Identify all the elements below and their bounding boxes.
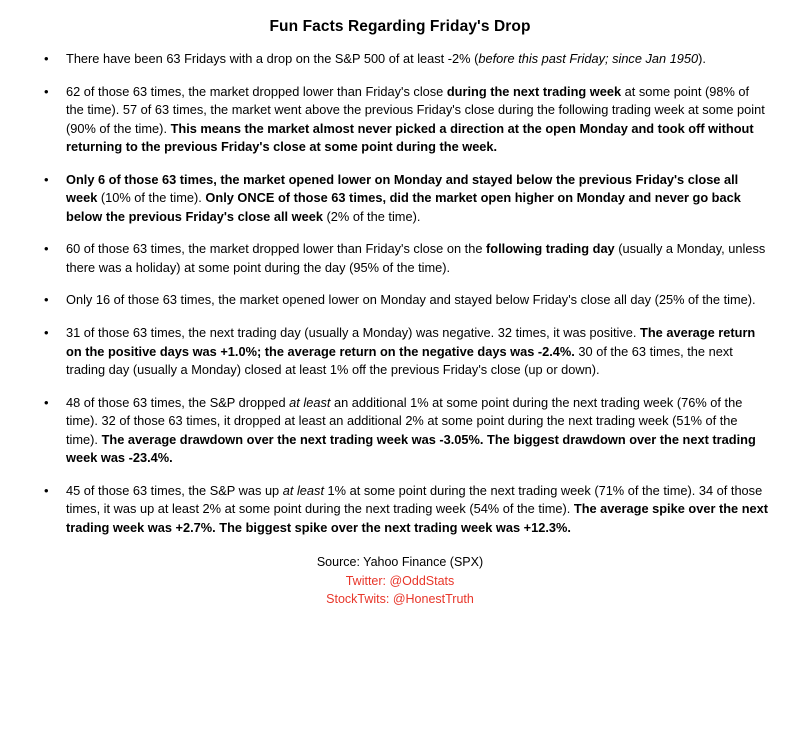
fact-segment: at least — [282, 482, 324, 498]
list-item — [30, 324, 770, 380]
footer-stocktwits: StockTwits: @HonestTruth — [326, 591, 474, 606]
list-item — [30, 171, 770, 227]
footer — [30, 553, 770, 607]
fact-text — [66, 291, 770, 310]
list-item — [30, 482, 770, 538]
fact-segment: (usually a Monday, unless there was a holiday) at some point during the day (95% of the time). — [66, 241, 766, 275]
list-item — [30, 394, 770, 468]
bullet-icon: • — [44, 394, 49, 410]
fact-segment: 48 of those 63 times, the S&P dropped — [66, 394, 290, 410]
fact-segment: 31 of those 63 times, the next trading day (usually a Monday) was negative. 32 times, it was positive. — [66, 325, 641, 341]
fact-segment: Only ONCE of those 63 times, did the market open higher on Monday and never go back below the previous Friday's close all week — [66, 190, 741, 224]
bullet-icon: • — [44, 51, 49, 66]
fact-segment: (2% of the time). — [322, 208, 421, 224]
list-item — [30, 291, 770, 310]
fact-text — [66, 394, 770, 468]
facts-list — [30, 50, 770, 537]
fact-segment: following trading day — [486, 241, 615, 257]
fact-text — [66, 240, 770, 277]
fact-segment: 30 of the 63 times, the next trading day (usually a Monday) closed at least 1% off the previous Friday's close (up or down). — [66, 343, 733, 378]
fact-segment: 45 of those 63 times, the S&P was up — [66, 482, 283, 498]
fact-text — [66, 324, 770, 380]
fact-segment: (10% of the time). — [97, 190, 206, 206]
fact-segment: 60 of those 63 times, the market dropped lower than Friday's close on the — [66, 241, 486, 257]
fact-segment: an additional 1% at some point during the next trading week (76% of the time). 32 of those 63 times, it dropped at least an additional 2% at some point during the next trading week (51% of the time). — [66, 394, 743, 447]
bullet-icon: • — [44, 83, 49, 99]
bullet-icon: • — [44, 241, 49, 257]
fact-text — [66, 50, 770, 69]
list-item — [30, 83, 770, 157]
bullet-icon: • — [44, 171, 49, 187]
footer-twitter: Twitter: @OddStats — [345, 573, 455, 588]
footer-source: Source: Yahoo Finance (SPX) — [316, 555, 484, 570]
page-title: Fun Facts Regarding Friday's Drop — [269, 18, 531, 35]
fact-text — [66, 482, 770, 538]
fact-segment: at some point (98% of the time). 57 of 63 times, the market went above the previous Friday's close during the following trading week at some point (90% of the time). — [66, 83, 765, 136]
fact-segment: Only 6 of those 63 times, the market opened lower on Monday and stayed below the previous Friday's close all week — [66, 171, 739, 206]
fact-segment: There have been 63 Fridays with a drop on the S&P 500 of at least -2% ( — [66, 51, 479, 66]
list-item — [30, 240, 770, 277]
bullet-icon: • — [44, 482, 49, 498]
fact-segment: The average return on the positive days was +1.0%; the average return on the negative days was -2.4%. — [66, 325, 756, 359]
fact-segment: The average spike over the next trading week was +2.7%. The biggest spike over the next trading week was +12.3%. — [66, 501, 769, 535]
fact-segment: before this past Friday; since Jan 1950 — [478, 51, 699, 66]
list-item — [30, 50, 770, 69]
fact-segment: during the next trading week — [446, 83, 622, 99]
fact-segment: 62 of those 63 times, the market dropped lower than Friday's close — [66, 83, 447, 99]
fact-segment: The average drawdown over the next trading week was -3.05%. The biggest drawdown over the next trading week was -23.4%. — [66, 431, 756, 466]
bullet-icon: • — [44, 292, 49, 308]
fact-segment: This means the market almost never picked a direction at the open Monday and took off without returning to the previous Friday's close at some point during the week. — [66, 120, 754, 155]
fact-segment: 1% at some point during the next trading week (71% of the time). 34 of those times, it was up at least 2% at some point during the next trading week (54% of the time). — [66, 482, 763, 517]
fact-segment: Only 16 of those 63 times, the market opened lower on Monday and stayed below Friday's close all day (25% of the time). — [66, 292, 756, 308]
fact-text — [66, 83, 770, 157]
fact-text — [66, 171, 770, 227]
bullet-icon: • — [44, 325, 49, 341]
fact-segment: ). — [698, 51, 706, 66]
fact-segment: at least — [289, 394, 331, 410]
